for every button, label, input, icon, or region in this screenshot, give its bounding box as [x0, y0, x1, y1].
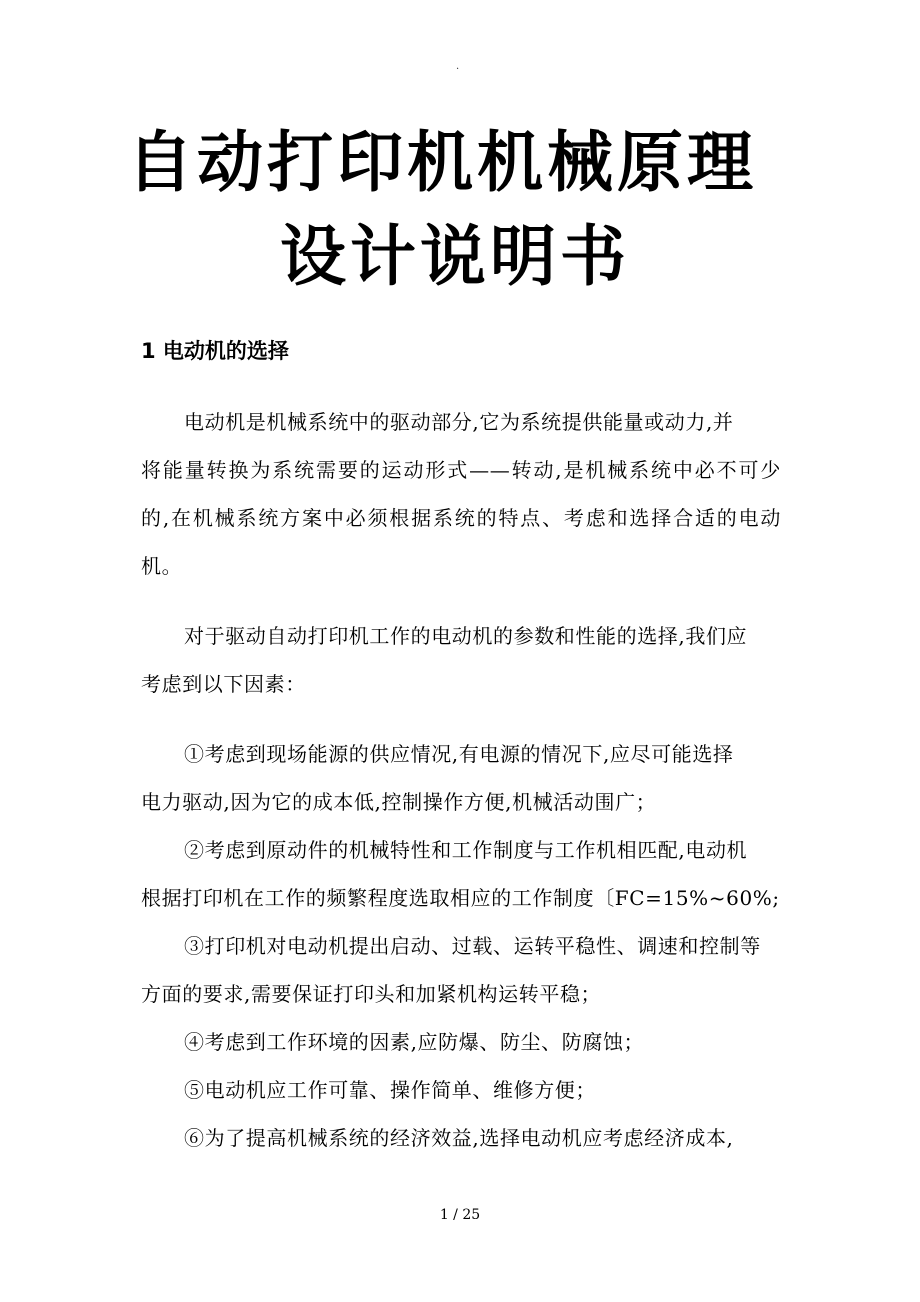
factor-4: ④考虑到工作环境的因素,应防爆、防尘、防腐蚀；	[184, 1030, 645, 1054]
page-number: 1 / 25	[439, 1207, 481, 1223]
document-title-line-1: 自动打印机机械原理	[127, 124, 757, 201]
factor-2-line-2: 根据打印机在工作的频繁程度选取相应的工作制度〔FC=15%~60%;	[141, 886, 780, 910]
paragraph-1-line-4: 机。	[141, 554, 183, 578]
factor-5: ⑤电动机应工作可靠、操作简单、维修方便；	[184, 1078, 596, 1102]
paragraph-2-line-2: 考虑到以下因素：	[141, 672, 306, 696]
factor-2-line-1: ②考虑到原动件的机械特性和工作制度与工作机相匹配,电动机	[184, 838, 748, 862]
document-title-line-2: 设计说明书	[280, 218, 630, 295]
factor-3-line-2: 方面的要求,需要保证打印头和加紧机构运转平稳；	[141, 982, 602, 1006]
section-heading: 1 电动机的选择	[141, 339, 289, 363]
factor-3-line-1: ③打印机对电动机提出启动、过载、运转平稳性、调速和控制等	[184, 934, 761, 958]
factor-1-line-1: ①考虑到现场能源的供应情况,有电源的情况下,应尽可能选择	[184, 742, 734, 766]
factor-6: ⑥为了提高机械系统的经济效益,选择电动机应考虑经济成本,	[184, 1126, 734, 1150]
factor-1-line-2: 电力驱动,因为它的成本低,控制操作方便,机械活动围广；	[141, 790, 657, 814]
paragraph-1-line-1: 电动机是机械系统中的驱动部分,它为系统提供能量或动力,并	[184, 410, 734, 434]
paragraph-1-line-3: 的,在机械系统方案中必须根据系统的特点、考虑和选择合适的电动	[141, 506, 781, 530]
header-mark: .	[456, 61, 460, 72]
paragraph-2-line-1: 对于驱动自动打印机工作的电动机的参数和性能的选择,我们应	[184, 624, 748, 648]
paragraph-1-line-2: 将能量转换为系统需要的运动形式——转动,是机械系统中必不可少	[141, 458, 781, 482]
